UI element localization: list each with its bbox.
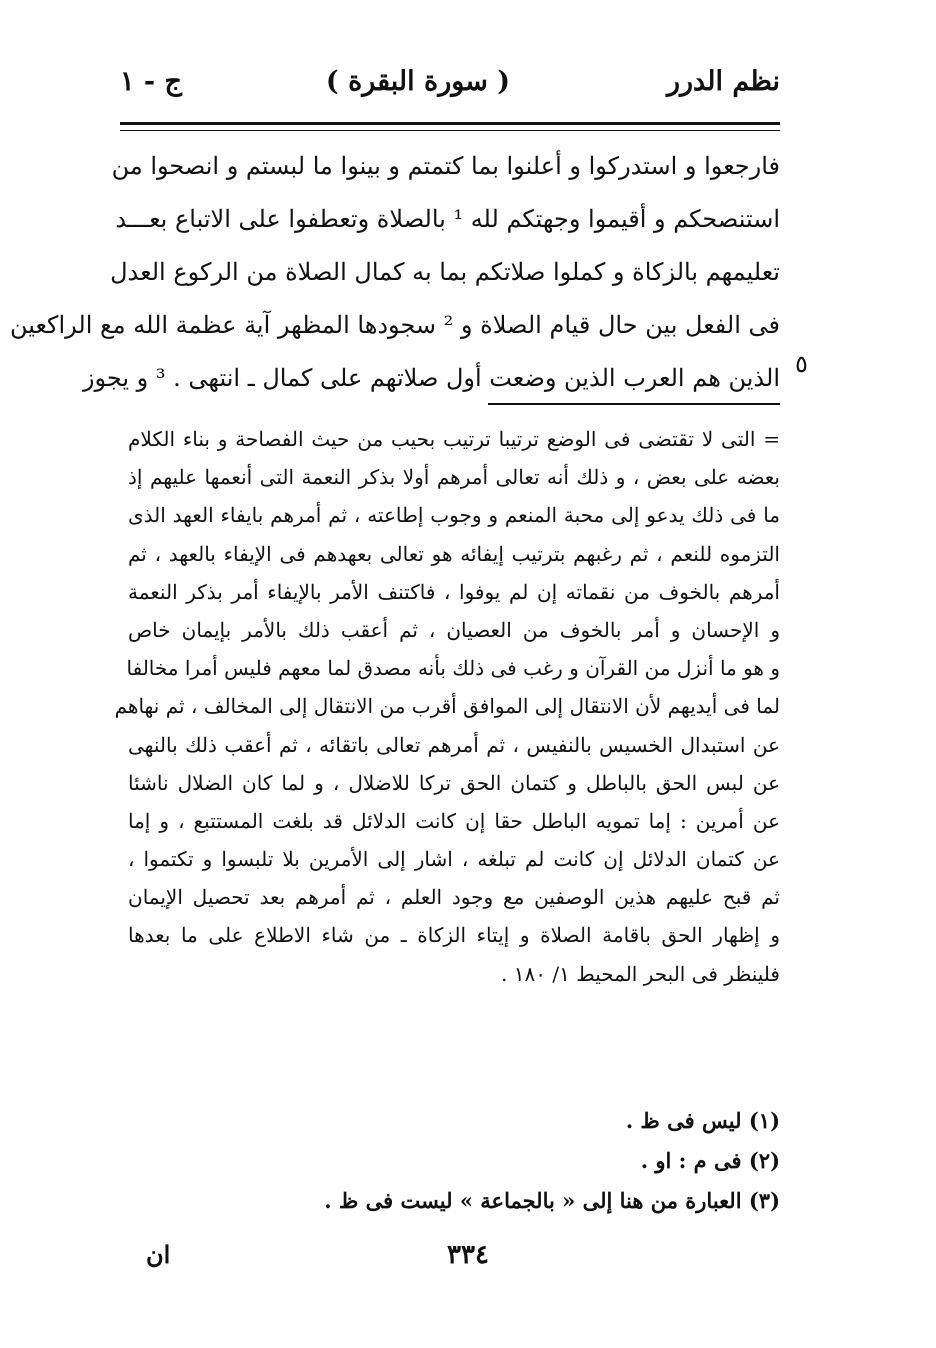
- footnote-1: (١) ليس فى ظ .: [625, 1108, 780, 1133]
- page-number: ٣٣٤: [447, 1240, 489, 1270]
- commentary-line: عن كتمان الدلائل إن كانت لم تبلغه ، اشار إلى الأمرين بلا تلبسوا و تكتموا ،: [128, 847, 780, 872]
- main-line: الذين هم العرب الذين وضعت أول صلاتهم على كمال ـ انتهى . ³ و يجوز: [82, 364, 780, 392]
- line-number: ٥: [795, 350, 808, 378]
- commentary-line: = التى لا تقتضى فى الوضع ترتيبا ترتيب بحيب من حيث الفصاحة و بناء الكلام: [128, 427, 780, 451]
- commentary-line: ما فى ذلك يدعو إلى محبة المنعم و وجوب إطاعته ، ثم أمرهم بايفاء العهد الذى: [128, 503, 780, 528]
- commentary-line: عن استبدال الخسيس بالنفيس ، ثم أمرهم تعالى باتقائه ، ثم أعقب ذلك بالنهى: [128, 732, 780, 757]
- main-line: فارجعوا و استدركوا و أعلنوا بما كتمتم و بينوا ما لبستم و انصحوا من: [111, 152, 780, 180]
- header-rule-thick: [120, 122, 780, 125]
- commentary-line: و إظهار الحق باقامة الصلاة و إيتاء الزكاة ـ من شاء الاطلاع على ما بعدها: [128, 923, 780, 948]
- footnote-2: (٢) فى م : او .: [640, 1148, 780, 1173]
- book-title: نظم الدرر: [666, 66, 780, 97]
- commentary-line: فلينظر فى البحر المحيط ١/ ١٨٠ .: [501, 961, 780, 986]
- main-line: استنصحكم و أقيموا وجهتكم لله ¹ بالصلاة وتعطفوا على الاتباع بعـــد: [115, 205, 780, 233]
- main-line: فى الفعل بين حال قيام الصلاة و ² سجودها المظهر آية عظمة الله مع الراكعين: [9, 311, 780, 339]
- commentary-line: و الإحسان و أمر بالخوف من العصيان ، ثم أعقب ذلك بالأمر بإيمان خاص: [128, 617, 780, 642]
- footnote-separator: [488, 403, 780, 405]
- commentary-line: عن أمرين : إما تمويه الباطل حقا إن كانت الدلائل قد بلغت المستتبع ، و إما: [128, 808, 780, 833]
- surah-title: ( سورة البقرة ): [325, 66, 510, 97]
- commentary-line: بعضه على بعض ، و ذلك أنه تعالى أمرهم أولا بذكر النعمة التى أنعمها عليهم إذ: [128, 465, 780, 490]
- footnote-3: (٣) العبارة من هنا إلى « بالجماعة » ليست فى ظ .: [324, 1188, 780, 1213]
- running-header: [120, 62, 780, 110]
- commentary-line: و هو ما أنزل من القرآن و رغب فى ذلك بأنه مصدق لما معهم فليس أمرا مخالفا: [126, 656, 780, 681]
- commentary-line: عن لبس الحق بالباطل و كتمان الحق تركا للاضلال ، و لما كان الضلال ناشئا: [128, 770, 780, 795]
- commentary-line: التزموه للنعم ، ثم رغبهم بترتيب إيفائه هو تعالى بعهدهم فى الإيفاء بالعهد ، ثم: [128, 541, 780, 566]
- main-line: تعليمهم بالزكاة و كملوا صلاتكم بما به كمال الصلاة من الركوع العدل: [110, 258, 780, 286]
- main-text: [9, 140, 780, 405]
- volume-number: ج - ١: [120, 66, 182, 97]
- commentary-line: أمرهم بالخوف من نقماته إن لم يوفوا ، فاكتنف الأمر بالإيفاء أمر بذكر النعمة: [128, 579, 780, 604]
- footnotes: [128, 1101, 780, 1221]
- commentary-notes: [114, 420, 780, 993]
- commentary-line: لما فى أيديهم لأن الانتقال إلى الموافق أقرب من الانتقال إلى المخالف ، ثم نهاهم: [114, 694, 780, 719]
- commentary-line: ثم قبح عليهم هذين الوصفين مع وجود العلم ، ثم أمرهم بعد تحصيل الإيمان: [128, 885, 780, 910]
- header-rule-thin: [120, 130, 780, 131]
- catchword: ان: [146, 1240, 171, 1269]
